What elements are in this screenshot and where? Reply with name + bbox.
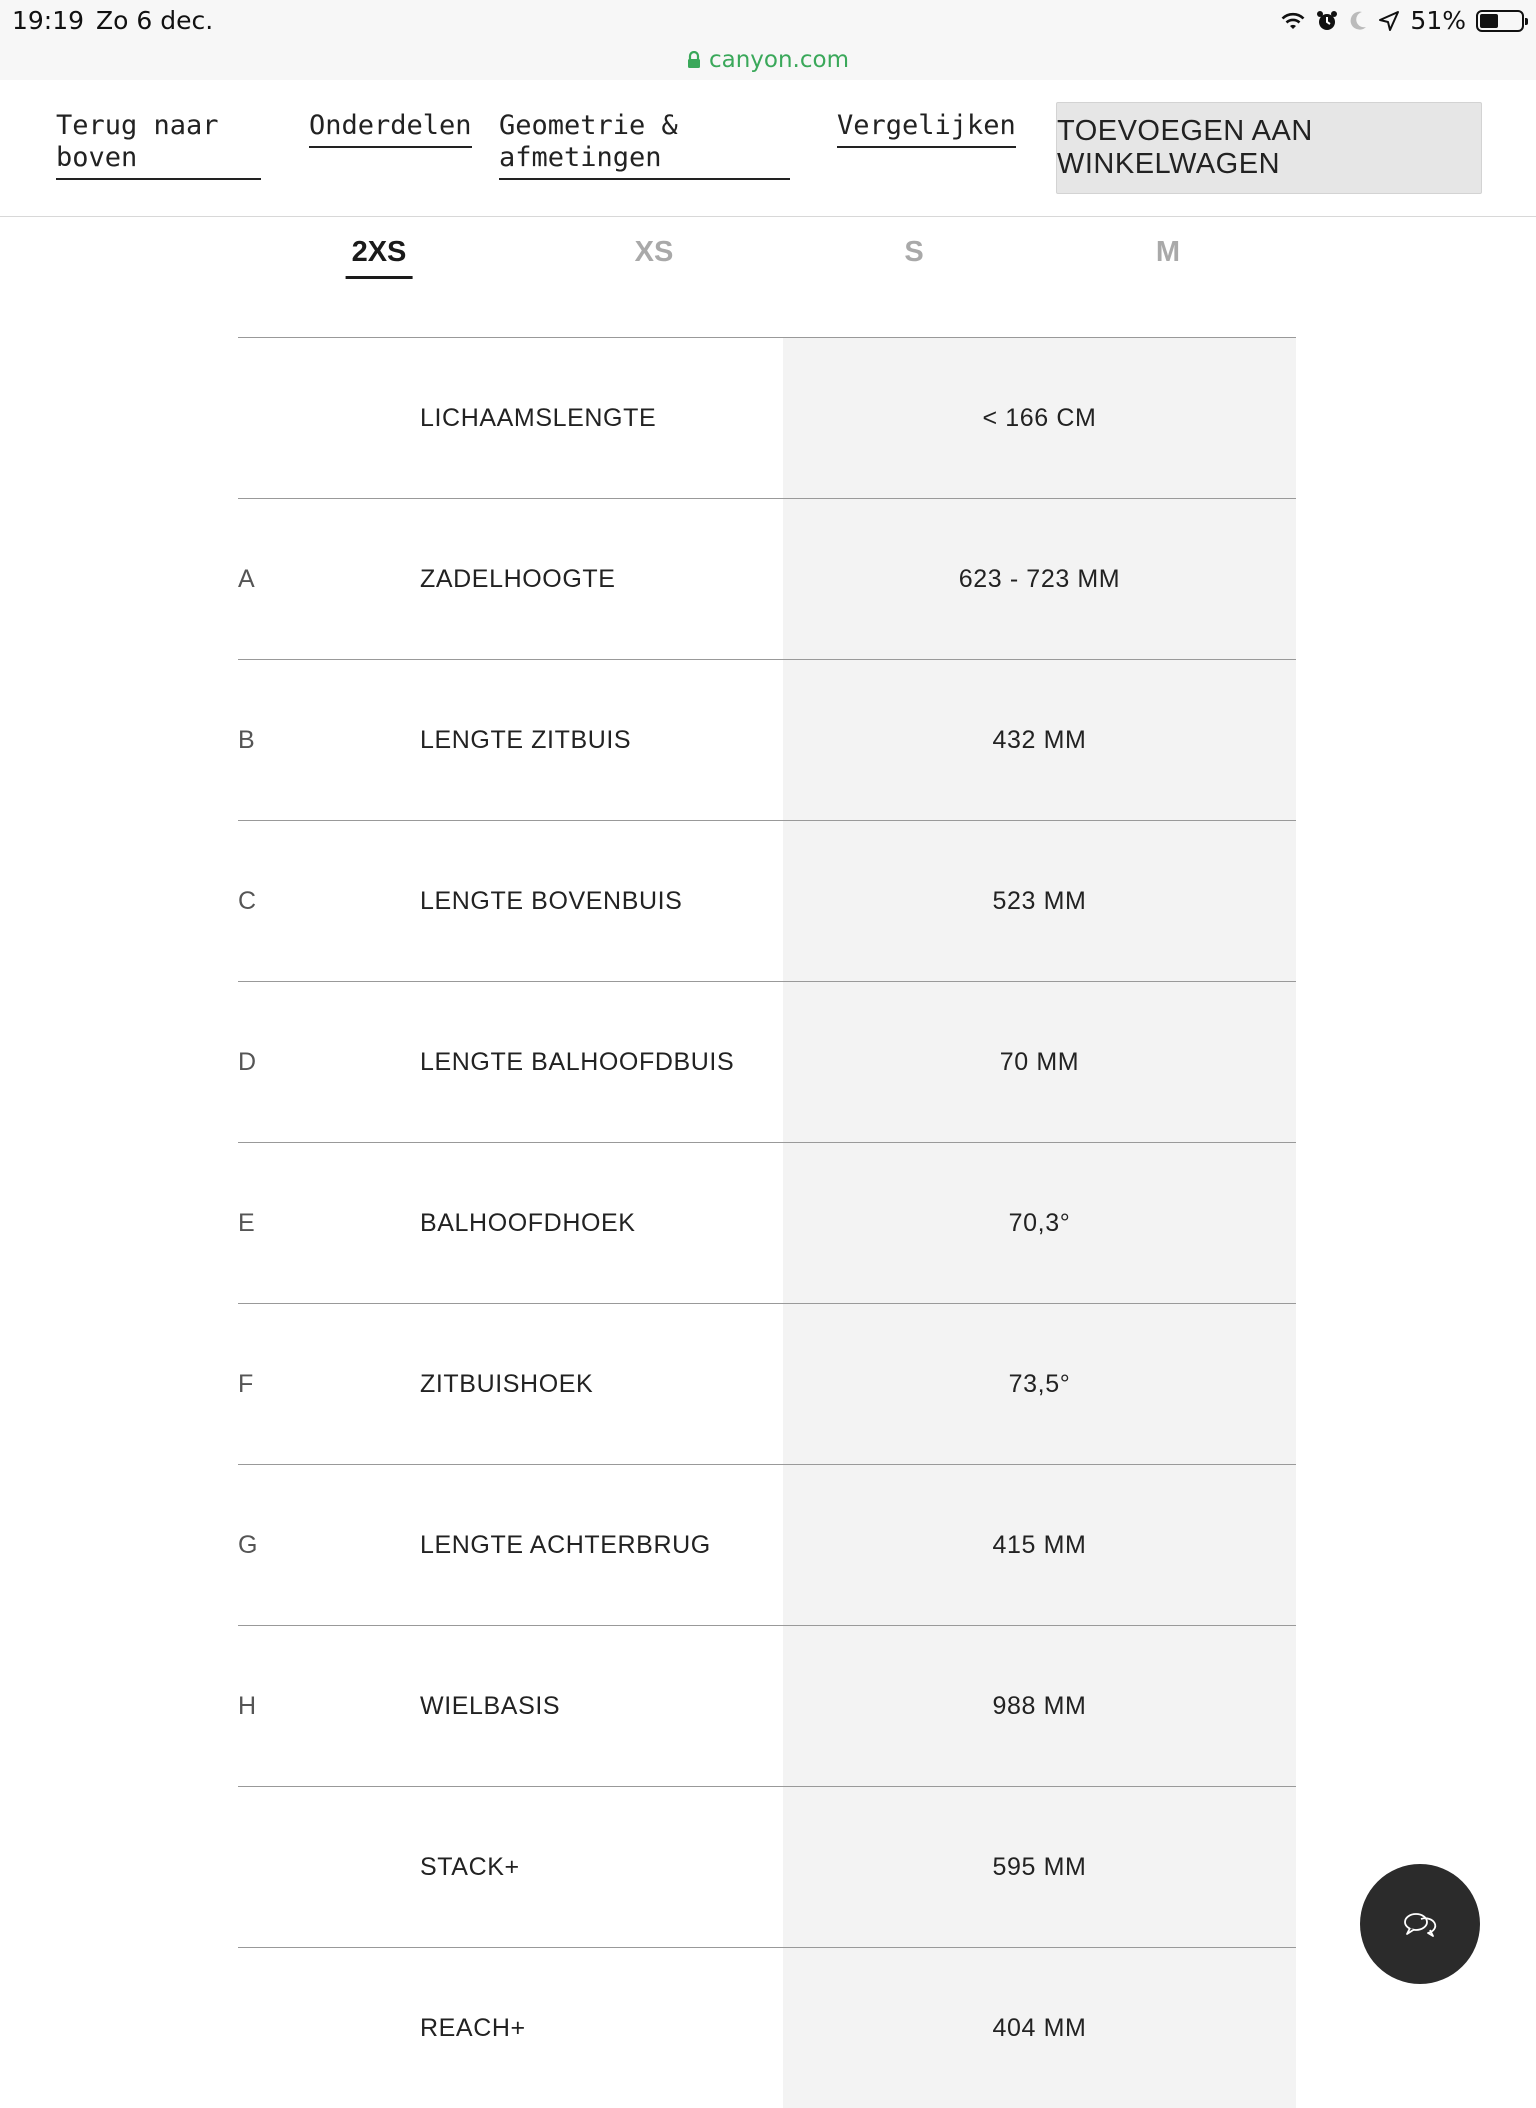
parts-link[interactable] (309, 110, 472, 144)
table-row (238, 820, 1296, 981)
status-time: 19:19 (12, 6, 85, 35)
size-tab-m[interactable]: M (1155, 236, 1181, 268)
geometry-link[interactable] (499, 110, 790, 176)
location-arrow-icon (1378, 10, 1400, 32)
add-to-cart-button[interactable]: TOEVOEGEN AAN WINKELWAGEN (1056, 102, 1482, 194)
row-label: LENGTE ACHTERBRUG (420, 1531, 711, 1559)
row-letter: B (238, 726, 256, 754)
sticky-navigation (0, 80, 1536, 217)
table-row (238, 1625, 1296, 1786)
row-label: LENGTE BALHOOFDBUIS (420, 1048, 735, 1076)
row-value: 73,5° (783, 1304, 1296, 1464)
geometry-table (238, 337, 1296, 2108)
row-label: LENGTE BOVENBUIS (420, 887, 683, 915)
row-label: WIELBASIS (420, 1692, 561, 1720)
status-icons (1280, 6, 1524, 35)
size-tab-2xs[interactable]: 2XS (351, 236, 407, 268)
row-label: ZADELHOOGTE (420, 565, 616, 593)
table-row (238, 1464, 1296, 1625)
row-label: BALHOOFDHOEK (420, 1209, 636, 1237)
compare-link[interactable] (837, 110, 1016, 144)
row-letter: G (238, 1531, 259, 1559)
row-value: < 166 CM (783, 338, 1296, 498)
row-letter: E (238, 1209, 256, 1237)
url-text: canyon.com (708, 47, 849, 73)
status-bar (0, 0, 1536, 40)
row-label: LICHAAMSLENGTE (420, 404, 657, 432)
table-row (238, 659, 1296, 820)
compare-label: Vergelijken (837, 110, 1016, 141)
size-tab-xs[interactable]: XS (634, 236, 674, 268)
row-label: ZITBUISHOEK (420, 1370, 594, 1398)
row-value: 404 MM (783, 1948, 1296, 2108)
row-value: 523 MM (783, 821, 1296, 981)
table-row (238, 337, 1296, 498)
back-to-top-line-1: Terug naar (56, 110, 219, 141)
row-value: 70,3° (783, 1143, 1296, 1303)
table-row (238, 1947, 1296, 2108)
row-value: 595 MM (783, 1787, 1296, 1947)
geometry-line-1: Geometrie & (499, 110, 678, 141)
table-row (238, 498, 1296, 659)
row-label: LENGTE ZITBUIS (420, 726, 632, 754)
alarm-icon (1316, 10, 1338, 32)
row-value: 432 MM (783, 660, 1296, 820)
size-tab-s[interactable]: S (904, 236, 924, 268)
row-value: 623 - 723 MM (783, 499, 1296, 659)
back-to-top-link[interactable] (56, 110, 261, 176)
address-bar[interactable] (0, 40, 1536, 80)
row-label: REACH+ (420, 2014, 526, 2042)
lock-icon (687, 51, 701, 69)
back-to-top-line-2: boven (56, 142, 138, 173)
moon-icon (1348, 10, 1368, 32)
row-value: 70 MM (783, 982, 1296, 1142)
row-letter: C (238, 887, 257, 915)
battery-percent: 51% (1410, 6, 1466, 35)
row-letter: D (238, 1048, 257, 1076)
table-row (238, 1303, 1296, 1464)
chat-bubbles-icon (1402, 1910, 1438, 1938)
table-row (238, 1142, 1296, 1303)
row-value: 988 MM (783, 1626, 1296, 1786)
battery-icon (1476, 10, 1524, 32)
row-letter: H (238, 1692, 257, 1720)
size-tabs (0, 216, 1536, 306)
chat-button[interactable] (1360, 1864, 1480, 1984)
table-row (238, 1786, 1296, 1947)
wifi-icon (1280, 11, 1306, 31)
parts-label: Onderdelen (309, 110, 472, 141)
table-row (238, 981, 1296, 1142)
status-date: Zo 6 dec. (96, 6, 214, 35)
row-letter: F (238, 1370, 254, 1398)
row-value: 415 MM (783, 1465, 1296, 1625)
geometry-line-2: afmetingen (499, 142, 662, 173)
battery-level (1480, 14, 1498, 28)
row-label: STACK+ (420, 1853, 520, 1881)
row-letter: A (238, 565, 256, 593)
